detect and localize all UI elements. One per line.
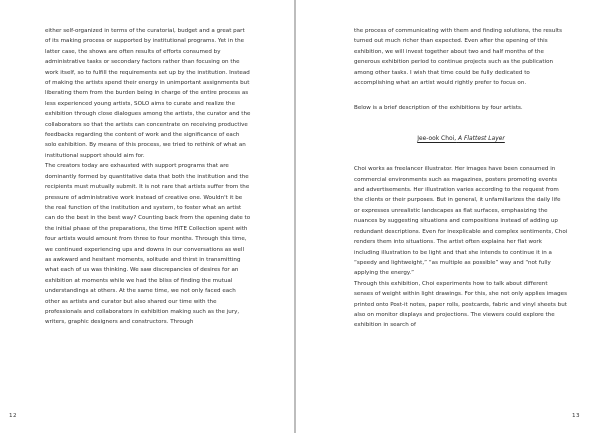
right-text-column (354, 26, 568, 331)
right-paragraph-1: the process of communicating with them and finding solutions, the results turned out much richer than expected. Even after the opening of this exhibition, we will invest together about two and half months of the generous exhibition period to continue projects such as the publication among other tasks. I wish that time could be fully dedicated to accomplishing what an artist would rightly prefer to focus on. (354, 28, 563, 87)
left-page (0, 0, 294, 433)
page-number-left: 12 (9, 413, 18, 419)
section-heading-wrap (354, 134, 568, 144)
right-page (296, 0, 590, 433)
right-paragraph-3: Choi works as freelancer illustrator. Her images have been consumed in commercial environments such as magazines, posters promoting events and advertisements. Her illustration varies according to the request from the clients or their purposes. But in general, it unfamiliarizes the daily life or expresses unrealistic landscapes as flat surfaces, emphasizing the nuances by suggesting situations and compositions instead of adding up redundant descriptions. Even for inexplicable and complex sentiments, Choi renders them into situations. The artist often explains her flat work including illustration to be light and that she intends to continue it in a “speedy and lightweight,” “as multiple as possible” way and “not fully applying the energy.” (354, 166, 568, 277)
page-number-right: 13 (572, 413, 581, 419)
heading-exhibition-title: A Flattest Layer (458, 135, 505, 142)
paragraph-spacer (354, 88, 568, 103)
left-paragraph-1: either self-organized in terms of the curatorial, budget and a great part of its making process or supported by institutional programs. Yet in the latter case, the shows are often results of efforts consumed by administrative tasks or secondary factors rather than focusing on the work itself, so to fulfill the requirements set up by the institution. Instead of making the artists spend their energy in unimportant assignments but liberating them from the burden being in charge of the entire process as less experienced young artists, SOLO aims to curate and realize the exhibition through close dialogues among the artists, the curator and the collaborators so that the artists can concentrate on receiving productive feedbacks regarding the content of work and the significance of each solo exhibition. By means of this process, we tried to rethink of what an institutional support should aim for. (45, 28, 251, 159)
heading-artist-name: Jee-ook Choi, (417, 135, 457, 142)
right-paragraph-4: Through this exhibition, Choi experiments how to talk about different senses of weight within light drawings. For this, she not only applies images printed onto Post-it notes, paper rolls, postcards, fabric and vinyl sheets but also on monitor displays and projections. The viewers could explore the exhibition in search of (354, 280, 568, 329)
left-paragraph-2: The creators today are exhausted with support programs that are dominantly formed by quantitative data that both the institution and the recipients must mutually submit. It is not rare that artists suffer from the pressure of administrative work instead of creative one. Wouldn't it be the real function of the institution and system, to foster what an artist can do the best in the best way? Counting back from the opening date to the initial phase of the preparations, the time HITE Collection spent with four artists would amount from three to four months. Through this time, we continued experiencing ups and downs in our conversations as well as awkward and hesitant moments, solitude and thirst in transmitting what each of us was thinking. We saw discrepancies of desires for an exhibition at moments while we had the bliss of finding the mutual understandings at others. At the same time, we not only faced each other as artists and curator but also shared our time with the professionals and collaborators in exhibition making such as the jury, writers, graphic designers and constructors. Through (45, 163, 251, 326)
section-heading (354, 134, 568, 144)
left-text-column (45, 26, 251, 328)
right-paragraph-2: Below is a brief description of the exhibitions by four artists. (354, 105, 523, 112)
